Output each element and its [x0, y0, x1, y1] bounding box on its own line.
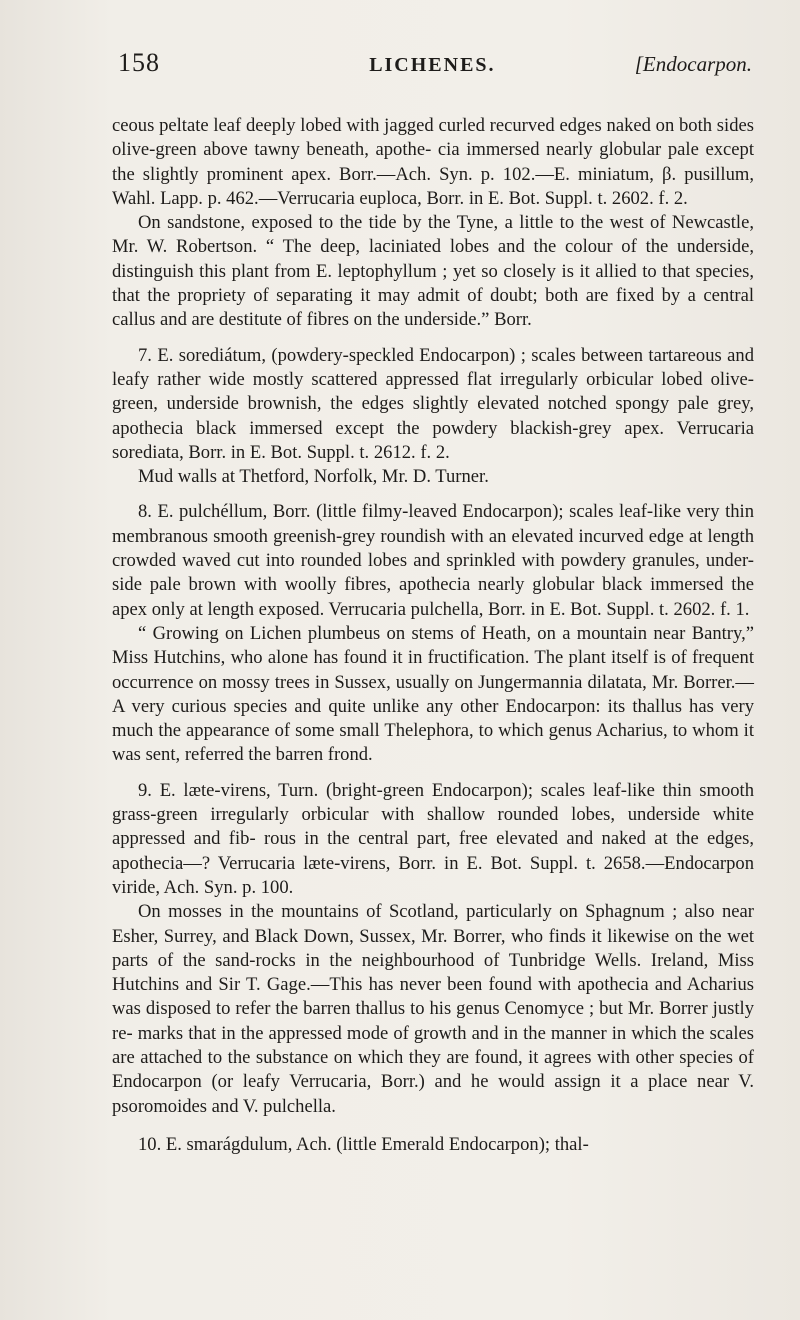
- paragraph-habitat: Mud walls at Thetford, Norfolk, Mr. D. Turner.: [138, 466, 489, 488]
- paragraph-habitat: On mosses in the mountains of Scotland, particularly on Sphagnum ; also near Esher, Surrey, and Black Down, Sussex, Mr. Borrer, who finds it likewise on the wet parts of the sand-rocks in the neighbourhood of Tunbridge Wells. Ireland, Miss Hutchins and Sir T. Gage.—This has never been found with apothecia and Acharius was disposed to refer the barren thallus to his genus Cenomyce ; but Mr. Borrer justly re- marks that in the appressed mode of growth and in the manner in which the scales are attached to the substance on which they are found, it agrees with other species of Endocarpon (or leafy Verrucaria, Borr.) and he would assign it a place near V. psoromoides and V. pulchella.: [112, 901, 754, 1117]
- entry-9: 9. E. læte-virens, Turn. (bright-green Endocarpon); scales leaf-like thin smooth grass-green irregularly orbicular with shallow rounded lobes, underside white appressed and fib- rous in the central part, free elevated and naked at the edges, apothecia—? Verrucaria læte-virens, Borr. in E. Bot. Suppl. t. 2658.—Endocarpon viride, Ach. Syn. p. 100.: [112, 779, 754, 898]
- entry-7: 7. E. sorediátum, (powdery-speckled Endocarpon) ; scales between tartareous and leafy rather wide mostly scattered appressed flat irregularly orbicular lobed olive-green, underside brownish, the edges slightly elevated notched spongy pale grey, apothecia black immersed except the powdery blackish-grey apex. Verrucaria sorediata, Borr. in E. Bot. Suppl. t. 2612. f. 2.: [112, 344, 754, 463]
- page-number: 158: [118, 48, 160, 77]
- paragraph-habitat: On sandstone, exposed to the tide by the Tyne, a little to the west of Newcastle, Mr. W. Robertson. “ The deep, laciniated lobes and the colour of the underside, distinguish this plant from E. leptophyllum ; yet so closely is it allied to that species, that the propriety of separating it may admit of doubt; both are fixed by a central callus and are destitute of fibres on the underside.” Borr.: [112, 212, 754, 331]
- section-title: [Endocarpon.: [634, 52, 752, 76]
- running-title: LICHENES.: [369, 54, 496, 76]
- paragraph-continuation: ceous peltate leaf deeply lobed with jagged curled recurved edges naked on both sides olive-green above tawny beneath, apothe- cia immersed nearly globular pale except the slightly prominent apex. Borr.—Ach. Syn. p. 102.—E. miniatum, β. pusillum, Wahl. Lapp. p. 462.—Verrucaria euploca, Borr. in E. Bot. Suppl. t. 2602. f. 2.: [112, 115, 754, 209]
- paragraph-habitat: “ Growing on Lichen plumbeus on stems of Heath, on a mountain near Bantry,” Miss Hutchins, who alone has found it in fructification. The plant itself is of frequent occurrence on mossy trees in Sussex, usually on Jungermannia dilatata, Mr. Borrer.—A very curious species and quite unlike any other Endocarpon: its thallus has very much the appearance of some small Thelephora, to which genus Acharius, to whom it was sent, referred the barren frond.: [112, 622, 754, 766]
- entry-10: 10. E. smarágdulum, Ach. (little Emerald Endocarpon); thal-: [138, 1133, 589, 1155]
- entry-8: 8. E. pulchéllum, Borr. (little filmy-leaved Endocarpon); scales leaf-like very thin membranous smooth greenish-grey roundish with an elevated incurved edge at length crowded waved cut into rounded lobes and sprinkled with powdery granules, under- side pale brown with woolly fibres, apothecia nearly globular black immersed the apex only at length exposed. Verrucaria pulchella, Borr. in E. Bot. Suppl. t. 2602. f. 1.: [112, 501, 754, 620]
- page-header: [118, 48, 752, 84]
- page-body: [112, 114, 754, 1157]
